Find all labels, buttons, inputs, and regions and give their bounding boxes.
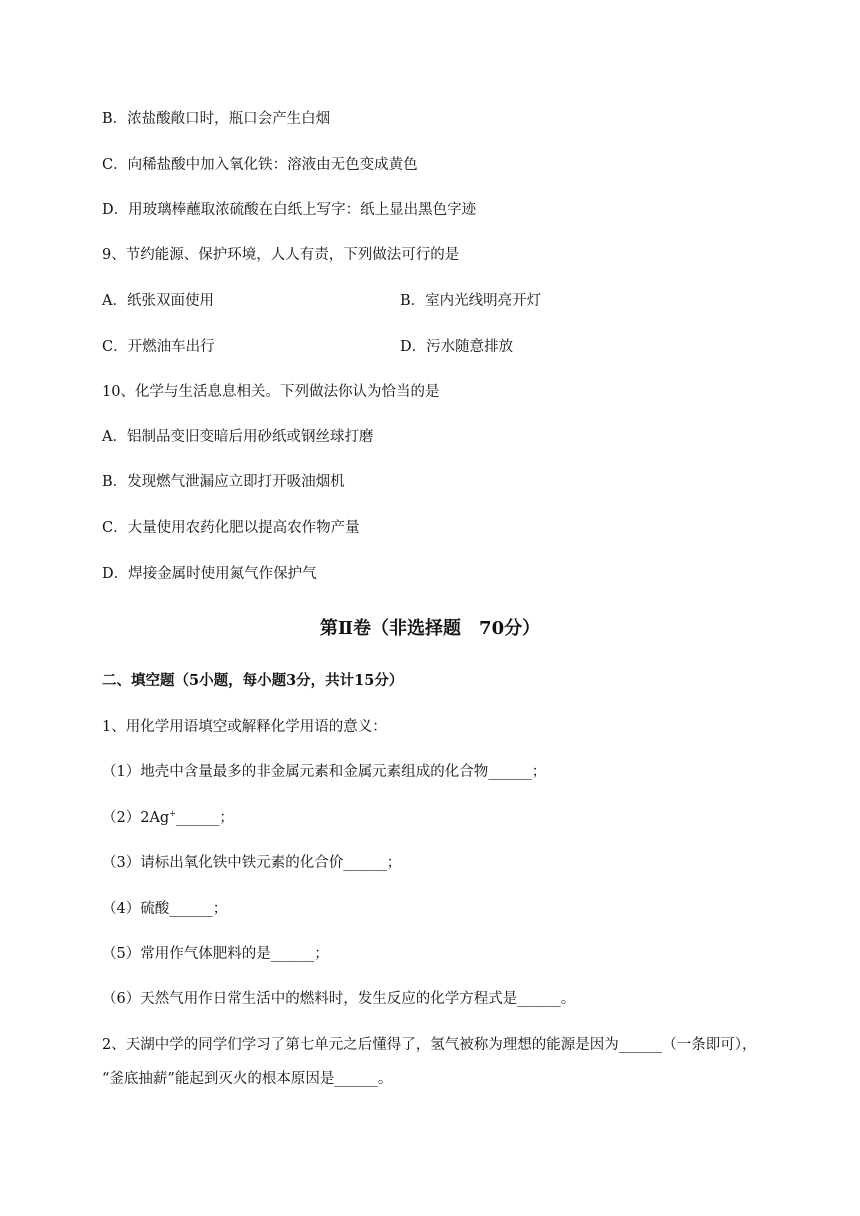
- q10-option-a: A．铝制品变旧变暗后用砂纸或钢丝球打磨: [102, 429, 374, 445]
- fill2-line1: 2、天湖中学的同学们学习了第七单元之后懂得了，氢气被称为理想的能源是因为______（一条即可），: [102, 1037, 757, 1053]
- fill1-item6: （6）天然气用作日常生活中的燃料时，发生反应的化学方程式是______。: [102, 991, 576, 1007]
- part2-title: 第Ⅱ卷（非选择题 70分）: [319, 618, 541, 639]
- fill1-item3: （3）请标出氧化铁中铁元素的化合价______；: [102, 855, 402, 871]
- fill2-line2: “釜底抽薪”能起到灭火的根本原因是______。: [102, 1071, 393, 1087]
- q9-option-d: D．污水随意排放: [400, 339, 514, 355]
- fill1-item2: [102, 808, 234, 828]
- q9-options-row2: [102, 337, 702, 357]
- section-heading: 二、填空题（5小题，每小题3分，共计15分）: [102, 672, 404, 689]
- q10-option-c: C．大量使用农药化肥以提高农作物产量: [102, 520, 360, 536]
- fill1-item2-suffix: ______；: [175, 810, 234, 826]
- q9-option-a: A．纸张双面使用: [102, 293, 214, 309]
- q9-stem: 9、节约能源、保护环境，人人有责，下列做法可行的是: [102, 247, 460, 263]
- q10-option-b: B．发现燃气泄漏应立即打开吸油烟机: [102, 474, 345, 490]
- q10-option-d: D．焊接金属时使用氮气作保护气: [102, 566, 317, 582]
- q9-options-row1: [102, 291, 702, 311]
- fill1-item4: （4）硫酸______；: [102, 901, 228, 917]
- fill1-item5: （5）常用作气体肥料的是______；: [102, 946, 329, 962]
- q9-option-c: C．开燃油车出行: [102, 339, 215, 355]
- fill1-item2-charge: +: [169, 809, 176, 818]
- fill1-item2-prefix: （2）2Ag: [102, 810, 170, 826]
- q9-option-b: B．室内光线明亮开灯: [400, 293, 542, 309]
- fill1-item1: （1）地壳中含量最多的非金属元素和金属元素组成的化合物______；: [102, 764, 547, 780]
- q8-option-c: C．向稀盐酸中加入氧化铁：溶液由无色变成黄色: [102, 157, 418, 173]
- q8-option-b: B．浓盐酸敞口时，瓶口会产生白烟: [102, 111, 331, 127]
- q8-option-d: D．用玻璃棒蘸取浓硫酸在白纸上写字：纸上显出黑色字迹: [102, 202, 477, 218]
- q10-stem: 10、化学与生活息息相关。下列做法你认为恰当的是: [102, 384, 440, 400]
- fill1-stem: 1、用化学用语填空或解释化学用语的意义：: [102, 719, 387, 735]
